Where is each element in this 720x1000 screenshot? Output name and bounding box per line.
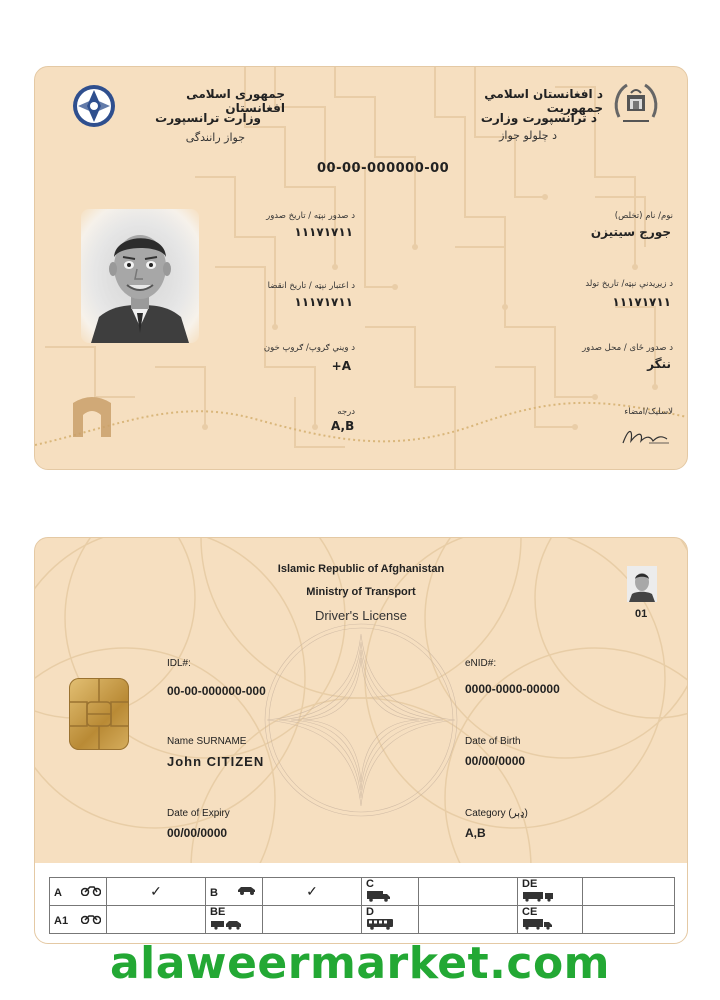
document-title: Driver's License <box>314 608 408 623</box>
holder-photo <box>81 209 199 343</box>
category-code: CE <box>522 906 538 918</box>
category-row <box>50 878 675 906</box>
license-front-card <box>34 66 688 470</box>
category-cell-d <box>362 906 419 934</box>
category-check-ce <box>583 906 675 934</box>
small-motorcycle-icon <box>81 912 101 924</box>
left-header-line3: جواز رانندگی <box>185 131 245 144</box>
category-cell-a1 <box>50 906 107 934</box>
signature-label: لاسلیک/امضاء <box>624 407 673 417</box>
idl-label: IDL#: <box>167 658 191 669</box>
category-code: DE <box>522 878 538 890</box>
expiry-date-value: ١١١٧١٧١١ <box>294 295 353 309</box>
grade-label: درجه <box>337 407 355 417</box>
issue-date-label: د صدور نېټه / تاریخ صدور <box>266 211 355 221</box>
vehicle-category-panel <box>35 863 687 943</box>
watermark-text: alaweermarket.com <box>109 938 611 989</box>
category-check-a1 <box>107 906 206 934</box>
portrait-image <box>81 209 199 343</box>
name-surname-label: Name SURNAME <box>167 736 247 747</box>
issue-place-label: د صدور ځای / محل صدور <box>582 343 673 353</box>
category-row <box>50 906 675 934</box>
name-value: جورج سیتیزن <box>590 225 671 239</box>
country-title: Islamic Republic of Afghanistan <box>277 563 445 575</box>
category-label: Category (ډېر) <box>465 808 528 819</box>
license-back-card <box>34 537 688 944</box>
category-cell-b <box>206 878 263 906</box>
signature-image <box>619 425 673 449</box>
category-code: A <box>54 887 62 899</box>
car-trailer-icon <box>210 918 242 930</box>
category-check-d <box>419 906 518 934</box>
category-cell-c <box>362 878 419 906</box>
category-code: B <box>210 887 218 899</box>
left-header-line1: جمهوری اسلامی افغانستان <box>186 87 285 115</box>
enid-value: 0000-0000-00000 <box>465 682 560 696</box>
category-check-be <box>263 906 362 934</box>
ministry-title: Ministry of Transport <box>306 586 416 598</box>
holder-photo-thumbnail <box>627 566 657 602</box>
category-value: A,B <box>465 826 486 840</box>
grade-value: A,B <box>331 419 355 433</box>
right-header-line2: د ترانسپورت وزارت <box>480 111 597 125</box>
coat-of-arms-icon <box>611 79 661 129</box>
left-header-line2: وزارت ترانسپورت <box>155 111 261 125</box>
blood-group-label: د ويني ګروپ/ ګروپ خون <box>263 343 355 353</box>
category-code: C <box>366 878 374 890</box>
blood-group-value: A+ <box>331 359 351 373</box>
dob-value: 00/00/0000 <box>465 754 526 768</box>
category-cell-ce <box>518 906 583 934</box>
smart-chip-icon <box>69 678 129 750</box>
category-check-a: ✓ <box>107 878 206 906</box>
truck-trailer-icon <box>522 918 554 930</box>
car-icon <box>237 884 257 896</box>
idl-value: 00-00-000000-000 <box>167 684 266 698</box>
birth-date-label: د زيږيدنې نېټه/ تاریخ تولد <box>585 279 673 289</box>
category-cell-de <box>518 878 583 906</box>
motorcycle-icon <box>81 884 101 896</box>
category-check-de <box>583 878 675 906</box>
expiry-label: Date of Expiry <box>167 808 230 819</box>
category-cell-a <box>50 878 107 906</box>
right-header-line3: د چلولو جواز <box>499 129 557 142</box>
name-surname-value: John CITIZEN <box>167 754 265 769</box>
ministry-emblem-icon <box>71 83 117 129</box>
bus-trailer-icon <box>522 890 554 902</box>
category-check-c <box>419 878 518 906</box>
category-code: BE <box>210 906 226 918</box>
truck-icon <box>366 890 392 902</box>
right-header-line1: د افغانستان اسلامي جمهوريت <box>484 87 603 115</box>
vehicle-category-table <box>49 877 675 934</box>
enid-label: eNID#: <box>465 658 497 669</box>
expiry-value: 00/00/0000 <box>167 826 228 840</box>
name-label: نوم/ نام (تخلص) <box>614 211 673 221</box>
birth-date-value: ١١١٧١٧١١ <box>612 295 671 309</box>
category-cell-be <box>206 906 263 934</box>
ghost-arch-icon <box>71 393 113 437</box>
issue-place-value: ننگر <box>647 357 671 371</box>
category-code: D <box>366 906 374 918</box>
bus-icon <box>366 918 394 930</box>
category-check-b: ✓ <box>263 878 362 906</box>
issue-date-value: ١١١٧١٧١١ <box>294 225 353 239</box>
category-code: A1 <box>54 915 69 927</box>
document-number: 00-00-000000-00 <box>317 161 450 176</box>
expiry-date-label: د اعتبار نېټه / تاریخ انقضا <box>267 281 355 291</box>
thumb-number: 01 <box>635 608 648 620</box>
dob-label: Date of Birth <box>465 736 521 747</box>
